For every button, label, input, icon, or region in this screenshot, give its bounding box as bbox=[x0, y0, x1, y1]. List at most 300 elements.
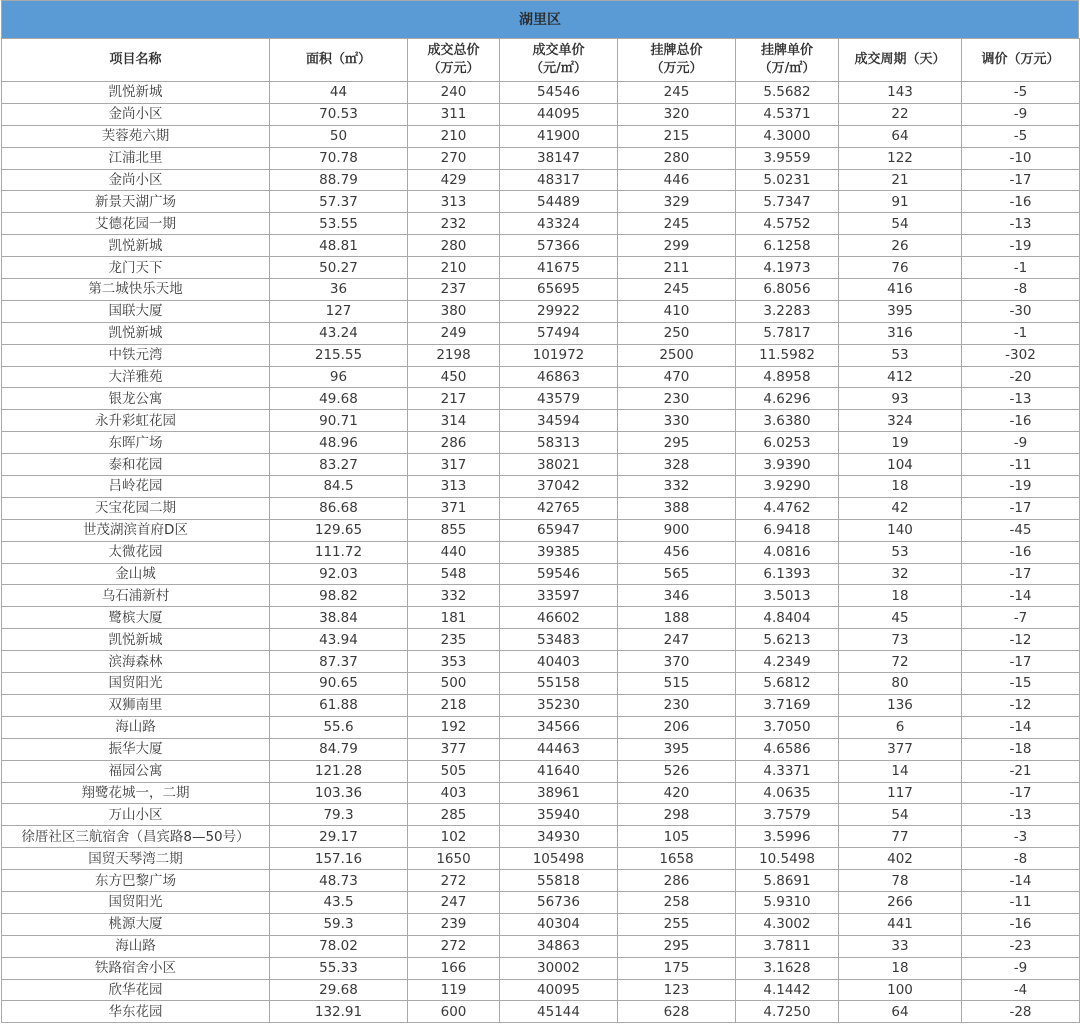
area-cell: 43.24 bbox=[270, 322, 408, 344]
table-row bbox=[2, 344, 1080, 366]
price-adjust-cell: -17 bbox=[962, 497, 1080, 519]
deal-cycle-cell: 32 bbox=[839, 563, 962, 585]
project-name-cell: 乌石浦新村 bbox=[2, 585, 270, 607]
list-unit-cell: 3.7579 bbox=[736, 804, 839, 826]
project-name-cell: 振华大厦 bbox=[2, 738, 270, 760]
project-name-cell: 国贸阳光 bbox=[2, 891, 270, 913]
list-total-cell: 298 bbox=[618, 804, 736, 826]
table-row bbox=[2, 935, 1080, 957]
deal-cycle-cell: 21 bbox=[839, 169, 962, 191]
area-cell: 87.37 bbox=[270, 651, 408, 673]
project-name-cell: 吕岭花园 bbox=[2, 476, 270, 498]
project-name-cell: 国联大厦 bbox=[2, 300, 270, 322]
list-unit-cell: 4.3371 bbox=[736, 760, 839, 782]
deal-total-cell: 192 bbox=[408, 716, 500, 738]
area-cell: 53.55 bbox=[270, 213, 408, 235]
list-total-cell: 456 bbox=[618, 541, 736, 563]
table-row bbox=[2, 366, 1080, 388]
price-adjust-cell: -23 bbox=[962, 935, 1080, 957]
area-cell: 61.88 bbox=[270, 694, 408, 716]
list-unit-cell: 4.6296 bbox=[736, 388, 839, 410]
list-unit-cell: 4.8958 bbox=[736, 366, 839, 388]
list-unit-cell: 4.4762 bbox=[736, 497, 839, 519]
deal-total-cell: 239 bbox=[408, 913, 500, 935]
project-name-cell: 滨海森林 bbox=[2, 651, 270, 673]
list-total-cell: 526 bbox=[618, 760, 736, 782]
deal-cycle-cell: 33 bbox=[839, 935, 962, 957]
table-row bbox=[2, 410, 1080, 432]
deal-total-cell: 218 bbox=[408, 694, 500, 716]
price-adjust-cell: -14 bbox=[962, 585, 1080, 607]
area-cell: 49.68 bbox=[270, 388, 408, 410]
deal-cycle-cell: 53 bbox=[839, 541, 962, 563]
list-unit-cell: 3.2283 bbox=[736, 300, 839, 322]
deal-unit-cell: 54546 bbox=[500, 82, 618, 104]
list-total-cell: 900 bbox=[618, 519, 736, 541]
list-unit-cell: 6.9418 bbox=[736, 519, 839, 541]
list-total-cell: 346 bbox=[618, 585, 736, 607]
table-row bbox=[2, 848, 1080, 870]
price-adjust-cell: -3 bbox=[962, 826, 1080, 848]
table-body bbox=[2, 82, 1080, 1023]
price-adjust-cell: -12 bbox=[962, 629, 1080, 651]
price-adjust-cell: -17 bbox=[962, 563, 1080, 585]
price-adjust-cell: -45 bbox=[962, 519, 1080, 541]
deal-unit-cell: 35230 bbox=[500, 694, 618, 716]
list-unit-cell: 4.2349 bbox=[736, 651, 839, 673]
deal-unit-cell: 35940 bbox=[500, 804, 618, 826]
project-name-cell: 银龙公寓 bbox=[2, 388, 270, 410]
deal-unit-cell: 40095 bbox=[500, 979, 618, 1001]
price-adjust-cell: -28 bbox=[962, 1001, 1080, 1023]
deal-unit-cell: 45144 bbox=[500, 1001, 618, 1023]
price-adjust-cell: -11 bbox=[962, 454, 1080, 476]
deal-total-cell: 232 bbox=[408, 213, 500, 235]
area-cell: 55.33 bbox=[270, 957, 408, 979]
deal-cycle-cell: 73 bbox=[839, 629, 962, 651]
table-row bbox=[2, 213, 1080, 235]
project-name-cell: 太微花园 bbox=[2, 541, 270, 563]
table-row bbox=[2, 804, 1080, 826]
deal-unit-cell: 44463 bbox=[500, 738, 618, 760]
col-project-name-header: 项目名称 bbox=[2, 39, 270, 82]
area-cell: 88.79 bbox=[270, 169, 408, 191]
price-adjust-cell: -13 bbox=[962, 388, 1080, 410]
project-name-cell: 世茂湖滨首府D区 bbox=[2, 519, 270, 541]
price-adjust-cell: -8 bbox=[962, 279, 1080, 301]
list-total-cell: 123 bbox=[618, 979, 736, 1001]
deal-unit-cell: 56736 bbox=[500, 891, 618, 913]
list-total-cell: 206 bbox=[618, 716, 736, 738]
deal-total-cell: 429 bbox=[408, 169, 500, 191]
project-name-cell: 欣华花园 bbox=[2, 979, 270, 1001]
list-unit-cell: 5.7347 bbox=[736, 191, 839, 213]
deal-total-cell: 371 bbox=[408, 497, 500, 519]
deal-cycle-cell: 91 bbox=[839, 191, 962, 213]
list-total-cell: 2500 bbox=[618, 344, 736, 366]
deal-cycle-cell: 104 bbox=[839, 454, 962, 476]
list-total-cell: 628 bbox=[618, 1001, 736, 1023]
list-total-cell: 370 bbox=[618, 651, 736, 673]
list-unit-cell: 3.9290 bbox=[736, 476, 839, 498]
deal-unit-cell: 55158 bbox=[500, 673, 618, 695]
list-unit-cell: 11.5982 bbox=[736, 344, 839, 366]
list-unit-cell: 5.6812 bbox=[736, 673, 839, 695]
price-adjust-cell: -9 bbox=[962, 432, 1080, 454]
area-cell: 70.78 bbox=[270, 147, 408, 169]
list-unit-cell: 3.7811 bbox=[736, 935, 839, 957]
list-unit-cell: 6.8056 bbox=[736, 279, 839, 301]
list-total-cell: 329 bbox=[618, 191, 736, 213]
project-name-cell: 鹭槟大厦 bbox=[2, 607, 270, 629]
table-title: 湖里区 bbox=[1, 0, 1079, 38]
list-total-cell: 215 bbox=[618, 125, 736, 147]
table-row bbox=[2, 169, 1080, 191]
deal-total-cell: 440 bbox=[408, 541, 500, 563]
deal-unit-cell: 101972 bbox=[500, 344, 618, 366]
area-cell: 111.72 bbox=[270, 541, 408, 563]
col-deal-cycle-header: 成交周期（天） bbox=[839, 39, 962, 82]
price-adjust-cell: -302 bbox=[962, 344, 1080, 366]
price-adjust-cell: -10 bbox=[962, 147, 1080, 169]
table-row bbox=[2, 322, 1080, 344]
deal-unit-cell: 34594 bbox=[500, 410, 618, 432]
project-name-cell: 国贸天琴湾二期 bbox=[2, 848, 270, 870]
deal-cycle-cell: 316 bbox=[839, 322, 962, 344]
area-cell: 50 bbox=[270, 125, 408, 147]
deal-cycle-cell: 72 bbox=[839, 651, 962, 673]
area-cell: 78.02 bbox=[270, 935, 408, 957]
table-row bbox=[2, 147, 1080, 169]
deal-total-cell: 2198 bbox=[408, 344, 500, 366]
deal-unit-cell: 43579 bbox=[500, 388, 618, 410]
price-adjust-cell: -15 bbox=[962, 673, 1080, 695]
area-cell: 84.5 bbox=[270, 476, 408, 498]
area-cell: 36 bbox=[270, 279, 408, 301]
deal-cycle-cell: 18 bbox=[839, 476, 962, 498]
deal-unit-cell: 40304 bbox=[500, 913, 618, 935]
list-total-cell: 1658 bbox=[618, 848, 736, 870]
area-cell: 121.28 bbox=[270, 760, 408, 782]
list-unit-cell: 4.1442 bbox=[736, 979, 839, 1001]
list-unit-cell: 4.5371 bbox=[736, 103, 839, 125]
deal-unit-cell: 41675 bbox=[500, 257, 618, 279]
deal-unit-cell: 65947 bbox=[500, 519, 618, 541]
table-row bbox=[2, 82, 1080, 104]
list-total-cell: 470 bbox=[618, 366, 736, 388]
project-name-cell: 凯悦新城 bbox=[2, 82, 270, 104]
list-unit-cell: 4.7250 bbox=[736, 1001, 839, 1023]
deal-total-cell: 317 bbox=[408, 454, 500, 476]
deal-cycle-cell: 54 bbox=[839, 804, 962, 826]
list-unit-cell: 5.8691 bbox=[736, 870, 839, 892]
list-unit-cell: 5.5682 bbox=[736, 82, 839, 104]
project-name-cell: 福园公寓 bbox=[2, 760, 270, 782]
deal-total-cell: 1650 bbox=[408, 848, 500, 870]
deal-total-cell: 548 bbox=[408, 563, 500, 585]
list-total-cell: 320 bbox=[618, 103, 736, 125]
area-cell: 48.96 bbox=[270, 432, 408, 454]
deal-unit-cell: 55818 bbox=[500, 870, 618, 892]
list-total-cell: 420 bbox=[618, 782, 736, 804]
project-name-cell: 新景天湖广场 bbox=[2, 191, 270, 213]
list-total-cell: 388 bbox=[618, 497, 736, 519]
list-total-cell: 258 bbox=[618, 891, 736, 913]
area-cell: 96 bbox=[270, 366, 408, 388]
list-unit-cell: 6.0253 bbox=[736, 432, 839, 454]
deal-total-cell: 119 bbox=[408, 979, 500, 1001]
table-row bbox=[2, 651, 1080, 673]
price-adjust-cell: -17 bbox=[962, 169, 1080, 191]
deal-cycle-cell: 53 bbox=[839, 344, 962, 366]
deal-unit-cell: 29922 bbox=[500, 300, 618, 322]
deal-unit-cell: 34566 bbox=[500, 716, 618, 738]
deal-total-cell: 240 bbox=[408, 82, 500, 104]
project-name-cell: 中铁元湾 bbox=[2, 344, 270, 366]
price-adjust-cell: -20 bbox=[962, 366, 1080, 388]
table-row bbox=[2, 826, 1080, 848]
list-total-cell: 515 bbox=[618, 673, 736, 695]
table-row bbox=[2, 388, 1080, 410]
deal-unit-cell: 41640 bbox=[500, 760, 618, 782]
deal-unit-cell: 57366 bbox=[500, 235, 618, 257]
deal-total-cell: 286 bbox=[408, 432, 500, 454]
price-adjust-cell: -8 bbox=[962, 848, 1080, 870]
price-adjust-cell: -30 bbox=[962, 300, 1080, 322]
area-cell: 129.65 bbox=[270, 519, 408, 541]
list-total-cell: 332 bbox=[618, 476, 736, 498]
table-row bbox=[2, 563, 1080, 585]
price-adjust-cell: -11 bbox=[962, 891, 1080, 913]
table-row bbox=[2, 738, 1080, 760]
area-cell: 43.5 bbox=[270, 891, 408, 913]
area-cell: 43.94 bbox=[270, 629, 408, 651]
deal-unit-cell: 46602 bbox=[500, 607, 618, 629]
deal-unit-cell: 34863 bbox=[500, 935, 618, 957]
list-unit-cell: 3.5996 bbox=[736, 826, 839, 848]
deal-total-cell: 270 bbox=[408, 147, 500, 169]
deal-cycle-cell: 377 bbox=[839, 738, 962, 760]
list-total-cell: 286 bbox=[618, 870, 736, 892]
list-unit-cell: 3.9559 bbox=[736, 147, 839, 169]
table-row bbox=[2, 519, 1080, 541]
list-unit-cell: 3.9390 bbox=[736, 454, 839, 476]
project-name-cell: 永升彩虹花园 bbox=[2, 410, 270, 432]
project-name-cell: 海山路 bbox=[2, 935, 270, 957]
project-name-cell: 凯悦新城 bbox=[2, 629, 270, 651]
list-unit-cell: 5.0231 bbox=[736, 169, 839, 191]
list-unit-cell: 3.5013 bbox=[736, 585, 839, 607]
price-adjust-cell: -19 bbox=[962, 476, 1080, 498]
project-name-cell: 金尚小区 bbox=[2, 169, 270, 191]
table-row bbox=[2, 235, 1080, 257]
price-adjust-cell: -17 bbox=[962, 651, 1080, 673]
deal-unit-cell: 53483 bbox=[500, 629, 618, 651]
deal-cycle-cell: 76 bbox=[839, 257, 962, 279]
col-price-adjust-header: 调价（万元） bbox=[962, 39, 1080, 82]
list-total-cell: 410 bbox=[618, 300, 736, 322]
deal-total-cell: 314 bbox=[408, 410, 500, 432]
list-total-cell: 230 bbox=[618, 388, 736, 410]
list-total-cell: 446 bbox=[618, 169, 736, 191]
deal-unit-cell: 65695 bbox=[500, 279, 618, 301]
deal-unit-cell: 43324 bbox=[500, 213, 618, 235]
deal-total-cell: 313 bbox=[408, 191, 500, 213]
price-adjust-cell: -13 bbox=[962, 804, 1080, 826]
table-row bbox=[2, 673, 1080, 695]
list-unit-cell: 5.7817 bbox=[736, 322, 839, 344]
table-row bbox=[2, 257, 1080, 279]
list-total-cell: 255 bbox=[618, 913, 736, 935]
table-row bbox=[2, 782, 1080, 804]
price-adjust-cell: -17 bbox=[962, 782, 1080, 804]
area-cell: 84.79 bbox=[270, 738, 408, 760]
deal-cycle-cell: 26 bbox=[839, 235, 962, 257]
project-name-cell: 海山路 bbox=[2, 716, 270, 738]
list-total-cell: 395 bbox=[618, 738, 736, 760]
project-name-cell: 东方巴黎广场 bbox=[2, 870, 270, 892]
deal-cycle-cell: 54 bbox=[839, 213, 962, 235]
deal-total-cell: 380 bbox=[408, 300, 500, 322]
deal-cycle-cell: 136 bbox=[839, 694, 962, 716]
list-unit-cell: 6.1393 bbox=[736, 563, 839, 585]
deal-total-cell: 210 bbox=[408, 257, 500, 279]
area-cell: 132.91 bbox=[270, 1001, 408, 1023]
list-unit-cell: 5.9310 bbox=[736, 891, 839, 913]
deal-cycle-cell: 93 bbox=[839, 388, 962, 410]
table-row bbox=[2, 694, 1080, 716]
list-unit-cell: 4.3002 bbox=[736, 913, 839, 935]
deal-cycle-cell: 6 bbox=[839, 716, 962, 738]
deal-total-cell: 332 bbox=[408, 585, 500, 607]
deal-cycle-cell: 416 bbox=[839, 279, 962, 301]
list-unit-cell: 4.0816 bbox=[736, 541, 839, 563]
deal-total-cell: 102 bbox=[408, 826, 500, 848]
table-row bbox=[2, 432, 1080, 454]
table-row bbox=[2, 300, 1080, 322]
list-unit-cell: 3.6380 bbox=[736, 410, 839, 432]
price-adjust-cell: -19 bbox=[962, 235, 1080, 257]
deal-cycle-cell: 77 bbox=[839, 826, 962, 848]
list-total-cell: 295 bbox=[618, 432, 736, 454]
deal-total-cell: 403 bbox=[408, 782, 500, 804]
deal-unit-cell: 38961 bbox=[500, 782, 618, 804]
deal-cycle-cell: 18 bbox=[839, 957, 962, 979]
deal-unit-cell: 41900 bbox=[500, 125, 618, 147]
deal-total-cell: 313 bbox=[408, 476, 500, 498]
area-cell: 29.68 bbox=[270, 979, 408, 1001]
project-name-cell: 东晖广场 bbox=[2, 432, 270, 454]
area-cell: 55.6 bbox=[270, 716, 408, 738]
project-name-cell: 泰和花园 bbox=[2, 454, 270, 476]
table-row bbox=[2, 913, 1080, 935]
project-name-cell: 铁路宿舍小区 bbox=[2, 957, 270, 979]
list-unit-cell: 4.6586 bbox=[736, 738, 839, 760]
project-name-cell: 大洋雅苑 bbox=[2, 366, 270, 388]
area-cell: 103.36 bbox=[270, 782, 408, 804]
area-cell: 157.16 bbox=[270, 848, 408, 870]
deal-total-cell: 353 bbox=[408, 651, 500, 673]
price-adjust-cell: -21 bbox=[962, 760, 1080, 782]
table-row bbox=[2, 279, 1080, 301]
deal-cycle-cell: 19 bbox=[839, 432, 962, 454]
project-name-cell: 徐厝社区三航宿舍（昌宾路8—50号） bbox=[2, 826, 270, 848]
price-adjust-cell: -14 bbox=[962, 716, 1080, 738]
deal-unit-cell: 59546 bbox=[500, 563, 618, 585]
deal-unit-cell: 46863 bbox=[500, 366, 618, 388]
header-row bbox=[2, 39, 1080, 82]
area-cell: 38.84 bbox=[270, 607, 408, 629]
project-name-cell: 翔鹭花城一，二期 bbox=[2, 782, 270, 804]
deal-unit-cell: 40403 bbox=[500, 651, 618, 673]
deal-cycle-cell: 80 bbox=[839, 673, 962, 695]
deal-unit-cell: 44095 bbox=[500, 103, 618, 125]
deal-unit-cell: 39385 bbox=[500, 541, 618, 563]
price-adjust-cell: -16 bbox=[962, 913, 1080, 935]
table-row bbox=[2, 870, 1080, 892]
area-cell: 70.53 bbox=[270, 103, 408, 125]
list-unit-cell: 4.8404 bbox=[736, 607, 839, 629]
deal-unit-cell: 42765 bbox=[500, 497, 618, 519]
deal-total-cell: 166 bbox=[408, 957, 500, 979]
table-container bbox=[1, 0, 1079, 1023]
deal-unit-cell: 33597 bbox=[500, 585, 618, 607]
deal-total-cell: 377 bbox=[408, 738, 500, 760]
col-deal-total-header: 成交总价 （万元） bbox=[408, 39, 500, 82]
list-total-cell: 245 bbox=[618, 213, 736, 235]
deal-unit-cell: 30002 bbox=[500, 957, 618, 979]
list-unit-cell: 4.3000 bbox=[736, 125, 839, 147]
area-cell: 48.73 bbox=[270, 870, 408, 892]
deal-total-cell: 181 bbox=[408, 607, 500, 629]
project-name-cell: 艾德花园一期 bbox=[2, 213, 270, 235]
deal-cycle-cell: 22 bbox=[839, 103, 962, 125]
deal-cycle-cell: 402 bbox=[839, 848, 962, 870]
table-row bbox=[2, 607, 1080, 629]
list-unit-cell: 3.1628 bbox=[736, 957, 839, 979]
area-cell: 90.71 bbox=[270, 410, 408, 432]
area-cell: 98.82 bbox=[270, 585, 408, 607]
project-name-cell: 国贸阳光 bbox=[2, 673, 270, 695]
list-unit-cell: 4.0635 bbox=[736, 782, 839, 804]
deal-cycle-cell: 324 bbox=[839, 410, 962, 432]
list-unit-cell: 4.5752 bbox=[736, 213, 839, 235]
list-total-cell: 247 bbox=[618, 629, 736, 651]
deal-total-cell: 217 bbox=[408, 388, 500, 410]
deal-total-cell: 210 bbox=[408, 125, 500, 147]
price-adjust-cell: -1 bbox=[962, 322, 1080, 344]
deal-cycle-cell: 45 bbox=[839, 607, 962, 629]
table-row bbox=[2, 716, 1080, 738]
deal-total-cell: 235 bbox=[408, 629, 500, 651]
table-row bbox=[2, 125, 1080, 147]
list-total-cell: 245 bbox=[618, 279, 736, 301]
table-row bbox=[2, 760, 1080, 782]
price-adjust-cell: -13 bbox=[962, 213, 1080, 235]
table-row bbox=[2, 891, 1080, 913]
project-name-cell: 桃源大厦 bbox=[2, 913, 270, 935]
deal-cycle-cell: 143 bbox=[839, 82, 962, 104]
table-row bbox=[2, 585, 1080, 607]
table-row bbox=[2, 979, 1080, 1001]
price-adjust-cell: -9 bbox=[962, 957, 1080, 979]
list-total-cell: 330 bbox=[618, 410, 736, 432]
deal-cycle-cell: 140 bbox=[839, 519, 962, 541]
area-cell: 90.65 bbox=[270, 673, 408, 695]
project-name-cell: 芙蓉苑六期 bbox=[2, 125, 270, 147]
list-total-cell: 565 bbox=[618, 563, 736, 585]
col-deal-unit-header: 成交单价 （元/㎡） bbox=[500, 39, 618, 82]
